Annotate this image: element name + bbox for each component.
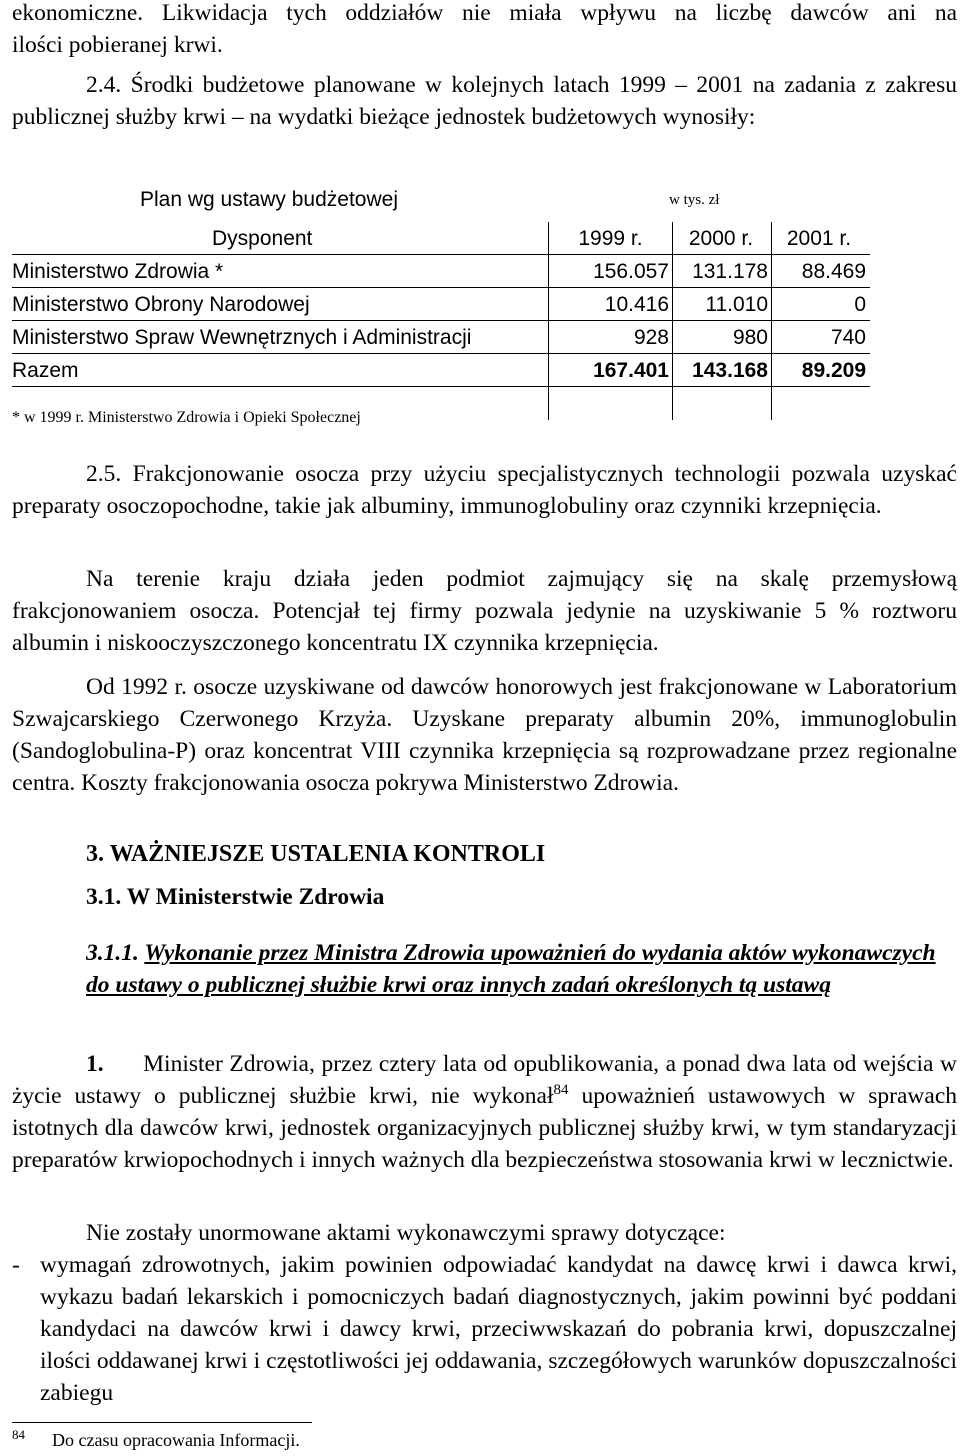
budget-table-title: Plan wg ustawy budżetowej [140,188,398,211]
paragraph-1-number: 1. [86,1051,104,1077]
paragraph-1-text: Minister Zdrowia, przez cztery lata od opublikowania, a ponad dwa lata od wejścia w życie ustawy o publicznej służbie krwi, nie wykonał [12,1051,958,1109]
footnote-ref-84: 84 [553,1082,569,1099]
row-value-2000: 980 [732,326,768,349]
section-3-heading: 3. WAŻNIEJSZE USTALENIA KONTROLI [86,841,546,867]
total-label: Razem [12,359,79,382]
total-2000: 143.168 [692,359,768,382]
budget-table [12,170,957,432]
table-footnote: * w 1999 r. Ministerstwo Zdrowia i Opieki Społecznej [12,409,361,426]
row-value-1999: 10.416 [604,293,669,316]
section-2-5-paragraph-2: Na terenie kraju działa jeden podmiot zajmujący się na skalę przemysłową frakcjonowaniem osocza. Potencjał tej firmy pozwala jedynie na uzyskiwanie 5 % roztworu albumin i niskooczyszczonego koncentratu IX czynnika krzepnięcia. [12,566,957,656]
footnote-text: Do czasu opracowania Informacji. [52,1430,300,1450]
total-1999: 167.401 [593,359,669,382]
header-1999: 1999 r. [578,227,643,250]
row-value-2000: 131.178 [692,260,768,283]
section-3-1-heading: 3.1. W Ministerstwie Zdrowia [86,884,385,910]
intro-line-1: ekonomiczne. Likwidacja tych oddziałów nie miała wpływu na liczbę dawców ani na [12,0,957,26]
table-row [12,321,870,354]
table-row [12,288,870,321]
footnote [12,1427,300,1450]
row-value-2000: 11.010 [705,293,768,316]
section-3-1-1-title: Wykonanie przez Ministra Zdrowia upoważnień do wydania aktów wykonawczych do ustawy o publicznej służbie krwi oraz innych zadań określonych tą ustawą [86,940,936,998]
row-dysponent: Ministerstwo Spraw Wewnętrznych i Administracji [12,326,472,349]
table-row [12,255,870,288]
row-value-2001: 88.469 [801,260,866,283]
header-2001: 2001 r. [786,227,852,250]
list-item [12,1249,957,1409]
paragraph-1-text-cont: upoważnień ustawowych w sprawach istotnych dla dawców krwi, jednostek organizacyjnych publicznej służby krwi, w tym standaryzacji preparatów krwiopochodnych i innych ważnych dla bezpieczeństwa stosowania krwi w lecznictwie. [12,1083,957,1173]
row-dysponent: Ministerstwo Obrony Narodowej [12,293,310,316]
header-2000: 2000 r. [688,227,754,250]
row-value-2001: 0 [854,293,866,316]
header-dysponent: Dysponent [212,227,313,250]
row-value-1999: 928 [633,326,669,349]
budget-table-unit: w tys. zł [669,192,720,208]
bullet-mark: - [12,1252,20,1278]
intro-line-2: ilości pobieranej krwi. [12,32,223,58]
section-2-5-paragraph-1: 2.5. Frakcjonowanie osocza przy użyciu specjalistycznych technologii pozwala uzyskać preparaty osoczopochodne, takie jak albuminy, immunoglobuliny oraz czynniki krzepnięcia. [12,461,957,519]
row-value-1999: 156.057 [593,260,669,283]
table-header-row [12,222,870,255]
section-2-5-paragraph-3: Od 1992 r. osocze uzyskiwane od dawców honorowych jest frakcjonowane w Laboratorium Szwajcarskiego Czerwonego Krzyża. Uzyskane preparaty albumin 20%, immunoglobulin (Sandoglobulina-P) oraz koncentrat VIII czynnika krzepnięcia są rozprowadzane przez regionalne centra. Koszty frakcjonowania osocza pokrywa Ministerstwo Zdrowia. [12,674,957,796]
footnote-number: 84 [12,1427,25,1442]
section-2-4-paragraph: 2.4. Środki budżetowe planowane w kolejnych latach 1999 – 2001 na zadania z zakresu publicznej służby krwi – na wydatki bieżące jednostek budżetowych wynosiły: [12,72,957,130]
row-value-2001: 740 [830,326,866,349]
row-dysponent: Ministerstwo Zdrowia * [12,260,224,283]
bullet-text: wymagań zdrowotnych, jakim powinien odpowiadać kandydat na dawcę krwi i dawca krwi, wykazu badań lekarskich i pomocniczych badań diagnostycznych, jakim powinni być poddani kandydaci na dawców krwi i dawcy krwi, przeciwwskazań do pobrania krwi, dopuszczalnej ilości oddawanej krwi i częstotliwości jej oddawania, szczegółowych warunków dopuszczalności zabiegu [40,1252,957,1406]
table-total-row [12,354,870,387]
section-3-1-1-heading [86,937,936,1001]
section-3-1-1-number: 3.1.1. [86,940,139,966]
footnote-rule [12,1422,312,1423]
section-3-paragraph-1 [12,1048,957,1176]
section-3-paragraph-2: Nie zostały unormowane aktami wykonawczymi sprawy dotyczące: [86,1220,726,1246]
total-2001: 89.209 [801,359,866,382]
